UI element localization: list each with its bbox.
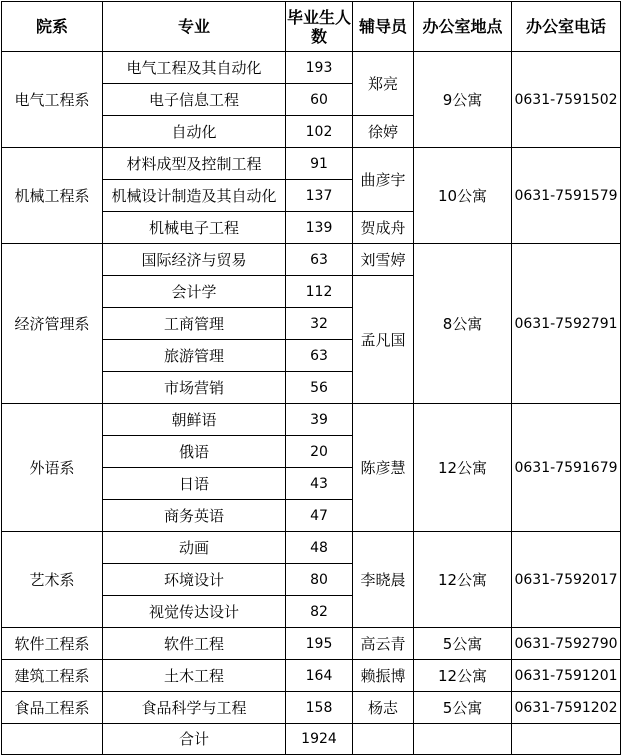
grads-cell: 158 [286, 692, 353, 724]
table-row [2, 692, 621, 724]
grads-cell: 48 [286, 532, 353, 564]
table-row [2, 404, 621, 436]
counselor-cell: 陈彦慧 [353, 404, 414, 532]
dept-cell: 经济管理系 [2, 244, 103, 404]
dept-cell: 机械工程系 [2, 148, 103, 244]
counselor-cell: 徐婷 [353, 116, 414, 148]
office-cell: 5公寓 [414, 692, 512, 724]
table-row [2, 628, 621, 660]
major-cell: 日语 [103, 468, 286, 500]
major-cell: 旅游管理 [103, 340, 286, 372]
major-cell: 食品科学与工程 [103, 692, 286, 724]
phone-cell: 0631-7591201 [512, 660, 621, 692]
major-cell: 环境设计 [103, 564, 286, 596]
empty-cell [414, 724, 512, 755]
grads-cell: 82 [286, 596, 353, 628]
total-label: 合计 [103, 724, 286, 755]
empty-cell [512, 724, 621, 755]
phone-cell: 0631-7591502 [512, 52, 621, 148]
dept-cell: 建筑工程系 [2, 660, 103, 692]
major-cell: 电气工程及其自动化 [103, 52, 286, 84]
office-cell: 8公寓 [414, 244, 512, 404]
major-cell: 朝鲜语 [103, 404, 286, 436]
dept-cell: 艺术系 [2, 532, 103, 628]
major-cell: 自动化 [103, 116, 286, 148]
office-cell: 12公寓 [414, 404, 512, 532]
grads-cell: 195 [286, 628, 353, 660]
phone-cell: 0631-7591679 [512, 404, 621, 532]
major-cell: 材料成型及控制工程 [103, 148, 286, 180]
grads-cell: 80 [286, 564, 353, 596]
counselor-cell: 李晓晨 [353, 532, 414, 628]
grads-cell: 102 [286, 116, 353, 148]
grads-cell: 60 [286, 84, 353, 116]
header-row [2, 2, 621, 52]
grads-cell: 193 [286, 52, 353, 84]
empty-cell [2, 724, 103, 755]
office-cell: 10公寓 [414, 148, 512, 244]
total-grads: 1924 [286, 724, 353, 755]
grads-cell: 63 [286, 244, 353, 276]
major-cell: 工商管理 [103, 308, 286, 340]
phone-cell: 0631-7592790 [512, 628, 621, 660]
grads-cell: 20 [286, 436, 353, 468]
major-cell: 商务英语 [103, 500, 286, 532]
grads-cell: 139 [286, 212, 353, 244]
major-cell: 机械电子工程 [103, 212, 286, 244]
header-major: 专业 [103, 2, 286, 52]
dept-cell: 软件工程系 [2, 628, 103, 660]
office-cell: 9公寓 [414, 52, 512, 148]
counselor-cell: 孟凡国 [353, 276, 414, 404]
phone-cell: 0631-7592791 [512, 244, 621, 404]
empty-cell [353, 724, 414, 755]
phone-cell: 0631-7592017 [512, 532, 621, 628]
table-row [2, 244, 621, 276]
major-cell: 机械设计制造及其自动化 [103, 180, 286, 212]
grads-cell: 164 [286, 660, 353, 692]
grads-cell: 112 [286, 276, 353, 308]
major-cell: 电子信息工程 [103, 84, 286, 116]
table-row [2, 52, 621, 84]
office-cell: 12公寓 [414, 660, 512, 692]
grads-cell: 137 [286, 180, 353, 212]
dept-cell: 食品工程系 [2, 692, 103, 724]
major-cell: 软件工程 [103, 628, 286, 660]
grads-cell: 91 [286, 148, 353, 180]
counselor-cell: 刘雪婷 [353, 244, 414, 276]
header-dept: 院系 [2, 2, 103, 52]
major-cell: 会计学 [103, 276, 286, 308]
total-row [2, 724, 621, 755]
grads-cell: 43 [286, 468, 353, 500]
header-phone: 办公室电话 [512, 2, 621, 52]
table-row [2, 532, 621, 564]
graduate-table [1, 1, 621, 755]
grads-cell: 47 [286, 500, 353, 532]
header-office: 办公室地点 [414, 2, 512, 52]
major-cell: 动画 [103, 532, 286, 564]
major-cell: 俄语 [103, 436, 286, 468]
phone-cell: 0631-7591579 [512, 148, 621, 244]
counselor-cell: 杨志 [353, 692, 414, 724]
major-cell: 国际经济与贸易 [103, 244, 286, 276]
dept-cell: 电气工程系 [2, 52, 103, 148]
counselor-cell: 曲彦宇 [353, 148, 414, 212]
grads-cell: 56 [286, 372, 353, 404]
table-row [2, 148, 621, 180]
major-cell: 市场营销 [103, 372, 286, 404]
grads-cell: 39 [286, 404, 353, 436]
counselor-cell: 高云青 [353, 628, 414, 660]
office-cell: 12公寓 [414, 532, 512, 628]
counselor-cell: 赖振博 [353, 660, 414, 692]
major-cell: 视觉传达设计 [103, 596, 286, 628]
counselor-cell: 郑亮 [353, 52, 414, 116]
grads-cell: 63 [286, 340, 353, 372]
dept-cell: 外语系 [2, 404, 103, 532]
header-grads: 毕业生人数 [286, 2, 353, 52]
phone-cell: 0631-7591202 [512, 692, 621, 724]
header-counselor: 辅导员 [353, 2, 414, 52]
office-cell: 5公寓 [414, 628, 512, 660]
grads-cell: 32 [286, 308, 353, 340]
counselor-cell: 贺成舟 [353, 212, 414, 244]
table-row [2, 660, 621, 692]
major-cell: 土木工程 [103, 660, 286, 692]
